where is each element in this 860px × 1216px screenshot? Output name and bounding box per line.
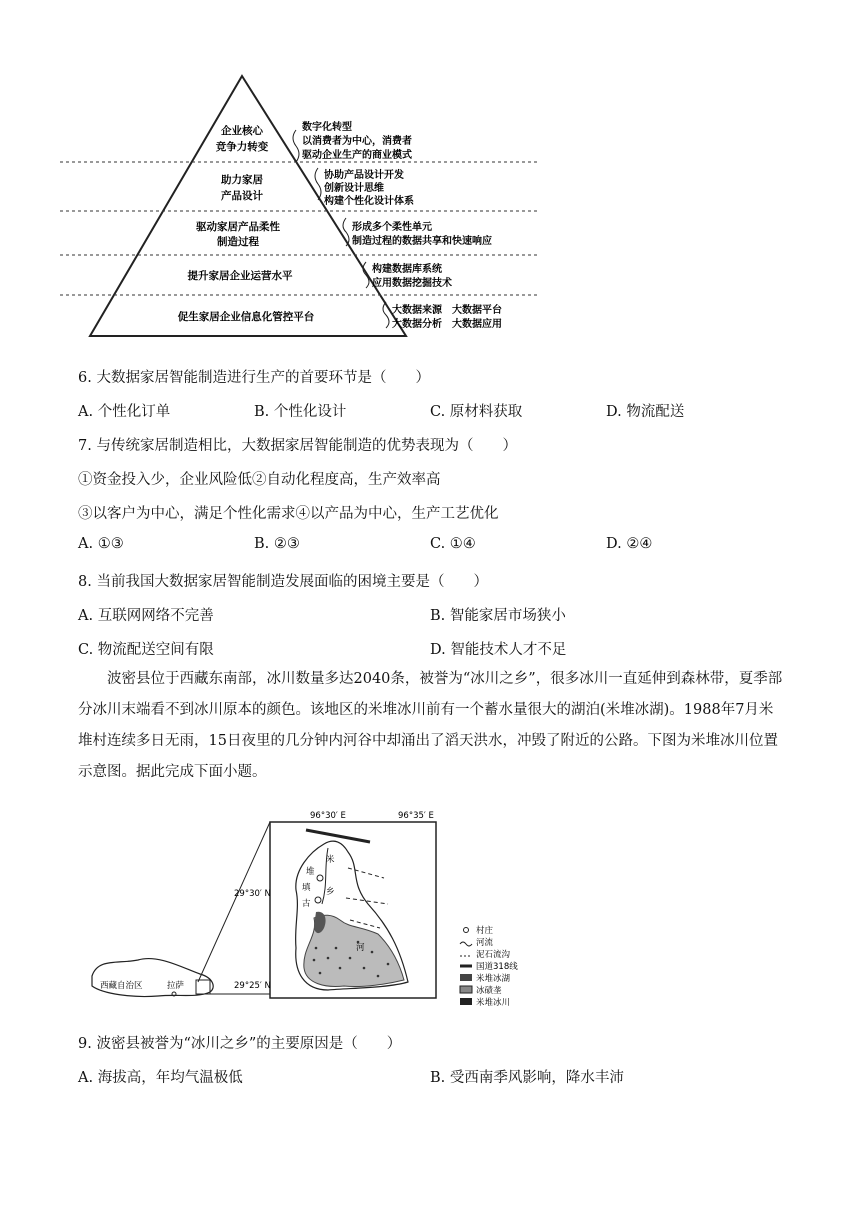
reading-passage: 波密县位于西藏东南部，冰川数量多达2040条，被誉为“冰川之乡”，很多冰川一直延伸到森林带，夏季部分冰川末端看不到冰川原本的颜色。该地区的米堆冰川前有一个蓄水量很大的湖泊(米堆冰湖)。1988年7月米堆村连续多日无雨，15日夜里的几分钟内河谷中却涌出了滔天洪水，冲毁了附近的公路。下图为米堆冰川位置示意图。据此完成下面小题。 [78, 671, 783, 780]
highway-318 [306, 830, 370, 842]
question-6-stem: 6. 大数据家居智能制造进行生产的首要环节是（ ） [78, 370, 430, 386]
level-label: 企业核心 [221, 125, 263, 137]
legend-item: 村庄 [476, 926, 494, 936]
level-note: 驱动企业生产的商业模式 [302, 150, 412, 161]
legend-glacier-icon [460, 998, 472, 1005]
level-note: 大数据来源 大数据平台 [392, 305, 502, 316]
question-8-stem: 8. 当前我国大数据家居智能制造发展面临的困境主要是（ ） [78, 574, 488, 590]
legend-lake-icon [460, 974, 472, 981]
level-note: 制造过程的数据共享和快速响应 [352, 236, 492, 247]
legend-item: 河流 [476, 938, 494, 948]
option-c[interactable]: C. 物流配送空间有限 [78, 642, 214, 658]
level-note: 构建数据库系统 [372, 264, 442, 275]
latitude-label: 29°30′ N [234, 889, 271, 899]
pyramid-diagram [60, 70, 540, 340]
option-a[interactable]: A. 互联网网络不完善 [78, 608, 214, 624]
city-label: 拉萨 [167, 981, 185, 991]
level-note: 数字化转型 [302, 122, 352, 133]
longitude-label: 96°30′ E [310, 811, 346, 821]
option-c[interactable]: C. ①④ [430, 536, 476, 552]
level-label: 助力家居 [221, 174, 263, 186]
option-a[interactable]: A. 海拔高，年均气温极低 [78, 1070, 243, 1086]
legend-item: 冰碛垄 [476, 986, 502, 996]
legend-moraine-icon [460, 986, 472, 993]
longitude-label: 96°35′ E [398, 811, 434, 821]
level-label: 竞争力转变 [215, 141, 269, 153]
option-a[interactable]: A. 个性化订单 [78, 404, 171, 420]
map-legend [460, 925, 518, 1008]
village-icon [315, 897, 321, 903]
level-label: 驱动家居产品柔性 [196, 221, 280, 233]
option-b[interactable]: B. 智能家居市场狭小 [430, 608, 566, 624]
option-b[interactable]: B. 受西南季风影响，降水丰沛 [430, 1070, 624, 1086]
inset-locator [196, 980, 210, 994]
place-label: 米 [326, 855, 335, 865]
place-label: 堆 [306, 867, 315, 877]
level-label: 促生家居企业信息化管控平台 [177, 311, 315, 323]
level-note: 协助产品设计开发 [324, 170, 404, 181]
legend-item: 米堆冰湖 [476, 974, 511, 984]
latitude-label: 29°25′ N [234, 981, 271, 991]
question-7-statements: ③以客户为中心，满足个性化需求④以产品为中心，生产工艺优化 [78, 506, 499, 522]
zoom-line [198, 822, 270, 982]
legend-river-icon [460, 942, 472, 946]
level-note: 大数据分析 大数据应用 [392, 319, 502, 330]
glacier-location-map [88, 808, 558, 1008]
region-label: 西藏自治区 [100, 981, 143, 991]
question-9-stem: 9. 波密县被誉为“冰川之乡”的主要原因是（ ） [78, 1036, 402, 1052]
level-label: 制造过程 [217, 236, 259, 248]
village-icon [317, 875, 323, 881]
level-note: 应用数据挖掘技术 [372, 278, 452, 289]
place-label: 河 [356, 943, 365, 953]
legend-item: 米堆冰川 [476, 998, 511, 1008]
option-b[interactable]: B. ②③ [254, 536, 300, 552]
debris-flow [348, 868, 384, 878]
option-d[interactable]: D. 智能技术人才不足 [430, 642, 567, 658]
level-note: 以消费者为中心，消费者 [302, 136, 412, 147]
option-c[interactable]: C. 原材料获取 [430, 404, 523, 420]
level-note: 形成多个柔性单元 [352, 222, 432, 233]
option-a[interactable]: A. ①③ [78, 536, 124, 552]
place-label: 古 [302, 899, 311, 909]
option-d[interactable]: D. 物流配送 [606, 404, 685, 420]
level-label: 产品设计 [221, 190, 263, 202]
option-d[interactable]: D. ②④ [606, 536, 653, 552]
level-note: 构建个性化设计体系 [324, 196, 414, 207]
place-label: 乡 [326, 887, 335, 897]
place-label: 填 [302, 883, 311, 893]
legend-item: 国道318线 [476, 962, 518, 972]
question-7-statements: ①资金投入少，企业风险低②自动化程度高，生产效率高 [78, 472, 441, 488]
legend-item: 泥石流沟 [476, 950, 511, 960]
question-7-stem: 7. 与传统家居制造相比，大数据家居智能制造的优势表现为（ ） [78, 438, 517, 454]
legend-village-icon [464, 928, 469, 933]
level-note: 创新设计思维 [324, 183, 384, 194]
level-label: 提升家居企业运营水平 [187, 270, 293, 282]
option-b[interactable]: B. 个性化设计 [254, 404, 347, 420]
